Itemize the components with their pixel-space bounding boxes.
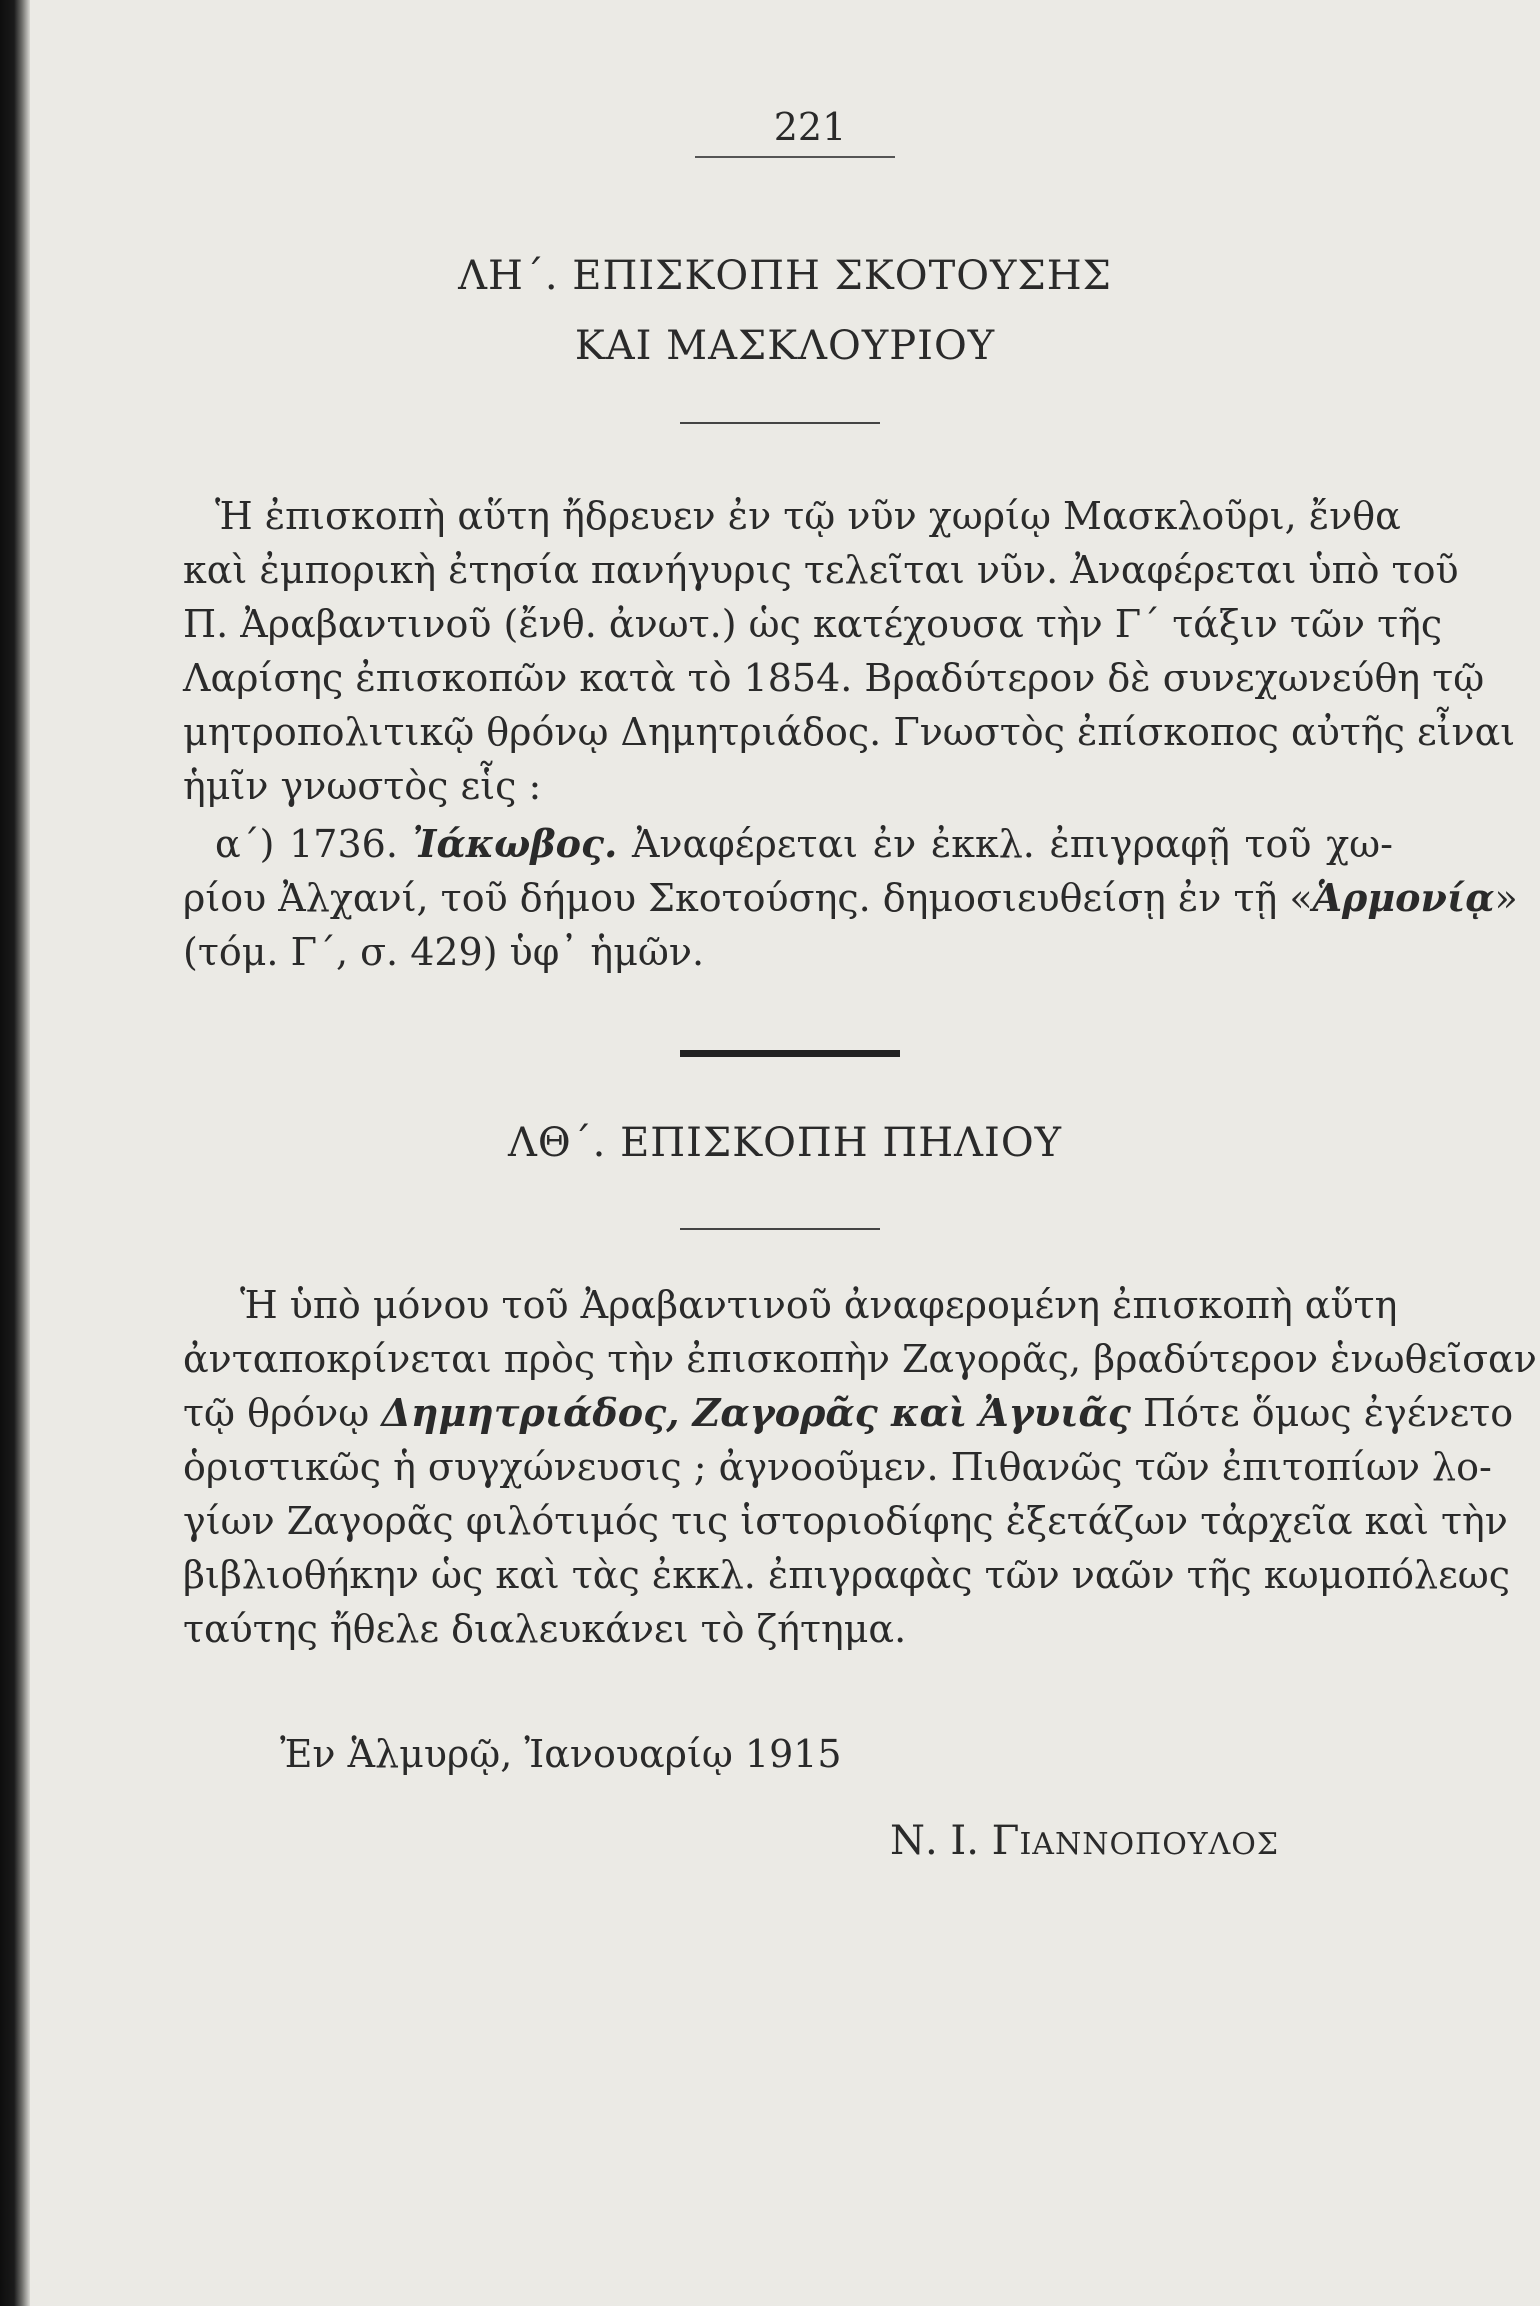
paragraph-text: Πότε ὅμως ἐγένετο: [1142, 1391, 1514, 1435]
paragraph-line: (τόμ. Γ΄, σ. 429) ὑφ᾽ ἡμῶν.: [183, 930, 705, 974]
section-separator: [680, 422, 880, 424]
section-heading-skotousa-line2: ΚΑΙ ΜΑΣΚΛΟΥΡΙΟΥ: [574, 323, 996, 369]
entry-text: ρίου Ἀλχανί, τοῦ δήμου Σκοτούσης. δημοσιευθείσῃ ἐν τῇ «: [183, 876, 1313, 920]
paragraph-line: μητροπολιτικῷ θρόνῳ Δημητριάδος. Γνωστὸς ἐπίσκοπος αὐτῆς εἶναι: [183, 710, 1516, 754]
paragraph-line: Ἡ ὑπὸ μόνου τοῦ Ἀραβαντινοῦ ἀναφερομένη ἐπισκοπὴ αὕτη: [240, 1283, 1398, 1327]
paragraph-line: ἡμῖν γνωστὸς εἷς :: [183, 764, 542, 808]
bishop-name: Ἰάκωβος.: [412, 821, 618, 866]
entry-text: Ἀναφέρεται ἐν ἐκκλ. ἐπιγραφῇ τοῦ χω-: [631, 822, 1393, 866]
paragraph-line: ὁριστικῶς ἡ συγχώνευσις ; ἀγνοοῦμεν. Πιθανῶς τῶν ἐπιτοπίων λο-: [183, 1445, 1492, 1489]
section-heading-skotousa: ΛΗ΄. ΕΠΙΣΚΟΠΗ ΣΚΟΤΟΥΣΗΣ: [458, 253, 1112, 299]
paragraph-line: ἀνταποκρίνεται πρὸς τὴν ἐπισκοπὴν Ζαγορᾶς, βραδύτερον ἑνωθεῖσαν: [183, 1337, 1537, 1381]
entry-prefix: α΄) 1736.: [215, 822, 398, 866]
paragraph-text: τῷ θρόνῳ: [183, 1391, 370, 1435]
see-title: Ἀγυιᾶς: [979, 1390, 1131, 1435]
paragraph-line: Λαρίσης ἐπισκοπῶν κατὰ τὸ 1854. Βραδύτερον δὲ συνεχωνεύθη τῷ: [183, 656, 1485, 700]
author-initials: Ν. Ι.: [890, 1818, 979, 1864]
paragraph-line: βιβλιοθήκην ὡς καὶ τὰς ἐκκλ. ἐπιγραφὰς τῶν ναῶν τῆς κωμοπόλεως: [183, 1553, 1511, 1597]
paragraph-line: Ἡ ἐπισκοπὴ αὕτη ἤδρευεν ἐν τῷ νῦν χωρίῳ Μασκλοῦρι, ἔνθα: [215, 494, 1401, 538]
author-signature: [890, 1818, 1279, 1864]
see-title: Δημητριάδος, Ζαγορᾶς καὶ: [381, 1390, 968, 1435]
book-page: [30, 0, 1540, 2306]
paragraph-line-with-italics: [183, 1390, 1514, 1435]
paragraph-line: Π. Ἀραβαντινοῦ (ἔνθ. ἀνωτ.) ὡς κατέχουσα τὴν Γ΄ τάξιν τῶν τῆς: [183, 602, 1443, 646]
book-binding-edge: [0, 0, 30, 2306]
section-divider: [680, 1050, 900, 1057]
place-date: Ἐν Ἁλμυρῷ, Ἰανουαρίῳ 1915: [280, 1732, 842, 1776]
page-number-rule: [695, 156, 895, 158]
page-number: 221: [773, 105, 847, 149]
bishop-entry-line: [215, 821, 1393, 866]
paragraph-line: καὶ ἐμπορικὴ ἐτησία πανήγυρις τελεῖται νῦν. Ἀναφέρεται ὑπὸ τοῦ: [183, 548, 1459, 592]
author-surname-initial: Γ: [991, 1818, 1020, 1864]
section-heading-pelion: ΛΘ΄. ΕΠΙΣΚΟΠΗ ΠΗΛΙΟΥ: [507, 1120, 1063, 1166]
entry-text: »: [1494, 876, 1518, 920]
paragraph-line: γίων Ζαγορᾶς φιλότιμός τις ἱστοριοδίφης ἐξετάζων τἀρχεῖα καὶ τὴν: [183, 1499, 1508, 1543]
bishop-entry-line-2: [183, 875, 1518, 920]
journal-title: Ἁρμονίᾳ: [1312, 875, 1495, 920]
paragraph-line: ταύτης ἤθελε διαλευκάνει τὸ ζήτημα.: [183, 1607, 907, 1651]
author-surname: ΙΑΝΝΟΠΟΥΛΟΣ: [1019, 1827, 1280, 1862]
section-separator: [680, 1228, 880, 1230]
